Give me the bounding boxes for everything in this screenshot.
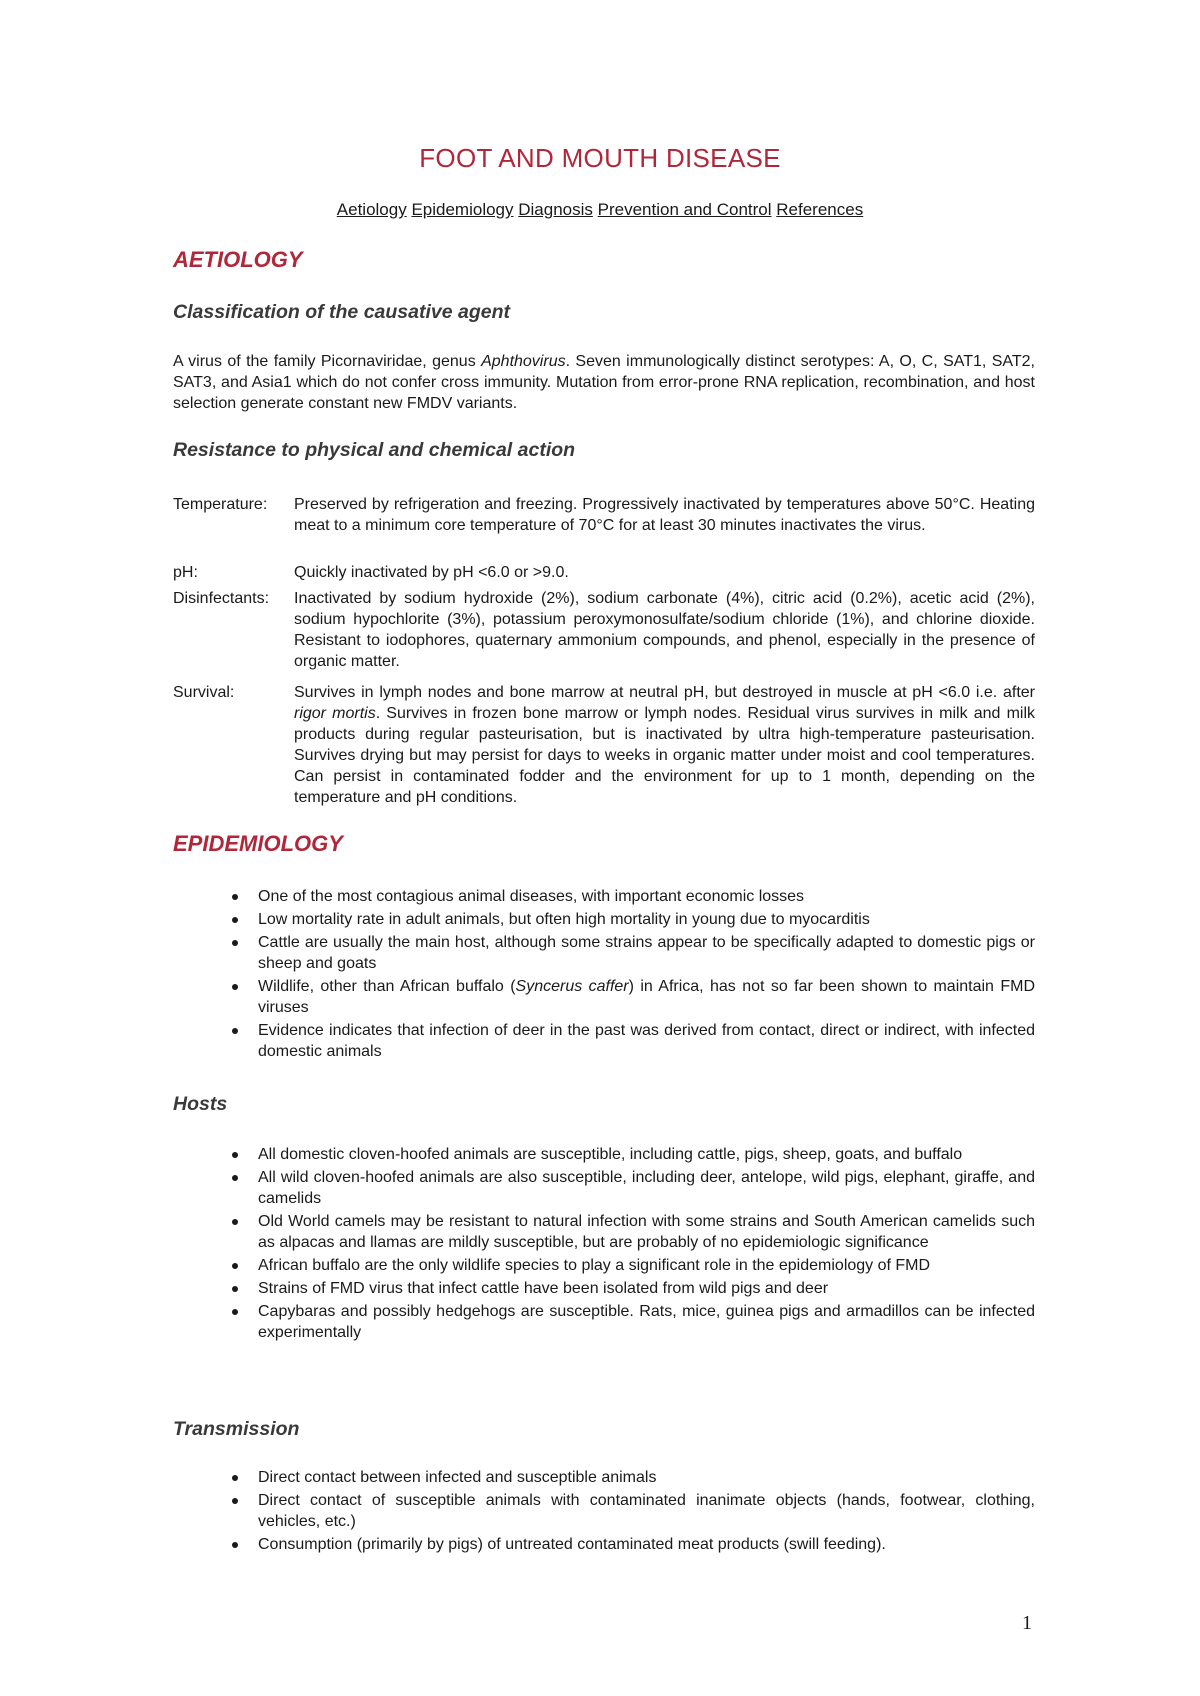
epidemiology-list bbox=[173, 886, 1035, 1064]
list-item: Direct contact between infected and susceptible animals bbox=[173, 1467, 1035, 1488]
resistance-ph bbox=[173, 562, 1035, 583]
list-item: Old World camels may be resistant to natural infection with some strains and South American camelids such as alpacas and llamas are mildly susceptible, but are probably of no epidemiologic significance bbox=[173, 1211, 1035, 1253]
term-disinfectants: Disinfectants: bbox=[173, 590, 270, 607]
list-item: African buffalo are the only wildlife species to play a significant role in the epidemiology of FMD bbox=[173, 1255, 1035, 1276]
term-temperature: Temperature: bbox=[173, 496, 268, 513]
hosts-list bbox=[173, 1144, 1035, 1345]
survival-text-b: . Survives in frozen bone marrow or lymph nodes. Residual virus survives in milk and milk products during regular pasteurisation, but is inactivated by ultra high-temperature pasteurisation. Survives drying but may persist for days to weeks in organic matter under moist and cool temperatures. Can persist in contaminated fodder and the environment for up to 1 month, depending on the temperature and pH conditions. bbox=[294, 705, 1036, 806]
term-ph: pH: bbox=[173, 564, 198, 581]
heading-transmission: Transmission bbox=[173, 1418, 300, 1440]
nav-link-references[interactable]: References bbox=[776, 200, 864, 219]
desc-temperature: Preserved by refrigeration and freezing. Progressively inactivated by temperatures above 50°C. Heating meat to a minimum core temperature of 70°C for at least 30 minutes inactivates the virus. bbox=[294, 496, 1035, 534]
list-item: Strains of FMD virus that infect cattle have been isolated from wild pigs and deer bbox=[173, 1278, 1035, 1299]
list-item: All wild cloven-hoofed animals are also susceptible, including deer, antelope, wild pigs, elephant, giraffe, and camelids bbox=[173, 1167, 1035, 1209]
list-item: Low mortality rate in adult animals, but often high mortality in young due to myocarditis bbox=[173, 909, 1035, 930]
section-nav bbox=[0, 200, 1200, 220]
desc-ph: Quickly inactivated by pH <6.0 or >9.0. bbox=[294, 564, 569, 581]
term-survival: Survival: bbox=[173, 684, 235, 701]
desc-disinfectants: Inactivated by sodium hydroxide (2%), sodium carbonate (4%), citric acid (0.2%), acetic acid (2%), sodium hypochlorite (3%), potassium peroxymonosulfate/sodium chloride (1%), and chlorine dioxide. Resistant to iodophores, quaternary ammonium compounds, and phenol, especially in the presence of organic matter. bbox=[294, 590, 1035, 670]
resistance-survival bbox=[173, 682, 1035, 808]
nav-link-prevention-control[interactable]: Prevention and Control bbox=[597, 200, 772, 219]
heading-classification: Classification of the causative agent bbox=[173, 301, 511, 323]
list-item: Direct contact of susceptible animals with contaminated inanimate objects (hands, footwear, clothing, vehicles, etc.) bbox=[173, 1490, 1035, 1532]
nav-link-epidemiology[interactable]: Epidemiology bbox=[411, 200, 514, 219]
wildlife-text-b: ) in Africa, has not so far been shown to maintain FMD viruses bbox=[258, 978, 1035, 1016]
list-item bbox=[173, 976, 1035, 1018]
list-item: Capybaras and possibly hedgehogs are susceptible. Rats, mice, guinea pigs and armadillos can be infected experimentally bbox=[173, 1301, 1035, 1343]
list-item: One of the most contagious animal diseases, with important economic losses bbox=[173, 886, 1035, 907]
classification-paragraph bbox=[173, 351, 1035, 414]
wildlife-text-a: Wildlife, other than African buffalo ( bbox=[258, 978, 516, 995]
species-name: Syncerus caffer bbox=[515, 978, 629, 995]
classification-text-a: A virus of the family Picornaviridae, genus bbox=[173, 353, 482, 370]
resistance-temperature bbox=[173, 494, 1035, 536]
heading-hosts: Hosts bbox=[173, 1093, 228, 1115]
genus-name: Aphthovirus bbox=[481, 353, 566, 370]
heading-resistance: Resistance to physical and chemical action bbox=[173, 439, 576, 461]
transmission-list bbox=[173, 1467, 1035, 1557]
list-item: Cattle are usually the main host, although some strains appear to be specifically adapted to domestic pigs or sheep and goats bbox=[173, 932, 1035, 974]
resistance-disinfectants bbox=[173, 588, 1035, 672]
page-number: 1 bbox=[1022, 1612, 1032, 1634]
heading-aetiology: AETIOLOGY bbox=[173, 247, 303, 272]
nav-link-diagnosis[interactable]: Diagnosis bbox=[518, 200, 593, 219]
survival-emphasis: rigor mortis bbox=[294, 705, 376, 722]
classification-text-b: . Seven immunologically distinct serotypes: A, O, C, SAT1, SAT2, SAT3, and Asia1 which do not confer cross immunity. Mutation from error-prone RNA replication, recombination, and host selection generate constant new FMDV variants. bbox=[173, 353, 1036, 412]
survival-text-a: Survives in lymph nodes and bone marrow at neutral pH, but destroyed in muscle at pH <6.0 i.e. after bbox=[294, 684, 1035, 701]
list-item: All domestic cloven-hoofed animals are susceptible, including cattle, pigs, sheep, goats, and buffalo bbox=[173, 1144, 1035, 1165]
nav-link-aetiology[interactable]: Aetiology bbox=[336, 200, 407, 219]
list-item: Evidence indicates that infection of deer in the past was derived from contact, direct or indirect, with infected domestic animals bbox=[173, 1020, 1035, 1062]
page-title: FOOT AND MOUTH DISEASE bbox=[419, 143, 781, 173]
desc-survival bbox=[294, 682, 1035, 808]
list-item: Consumption (primarily by pigs) of untreated contaminated meat products (swill feeding). bbox=[173, 1534, 1035, 1555]
heading-epidemiology: EPIDEMIOLOGY bbox=[173, 831, 343, 856]
